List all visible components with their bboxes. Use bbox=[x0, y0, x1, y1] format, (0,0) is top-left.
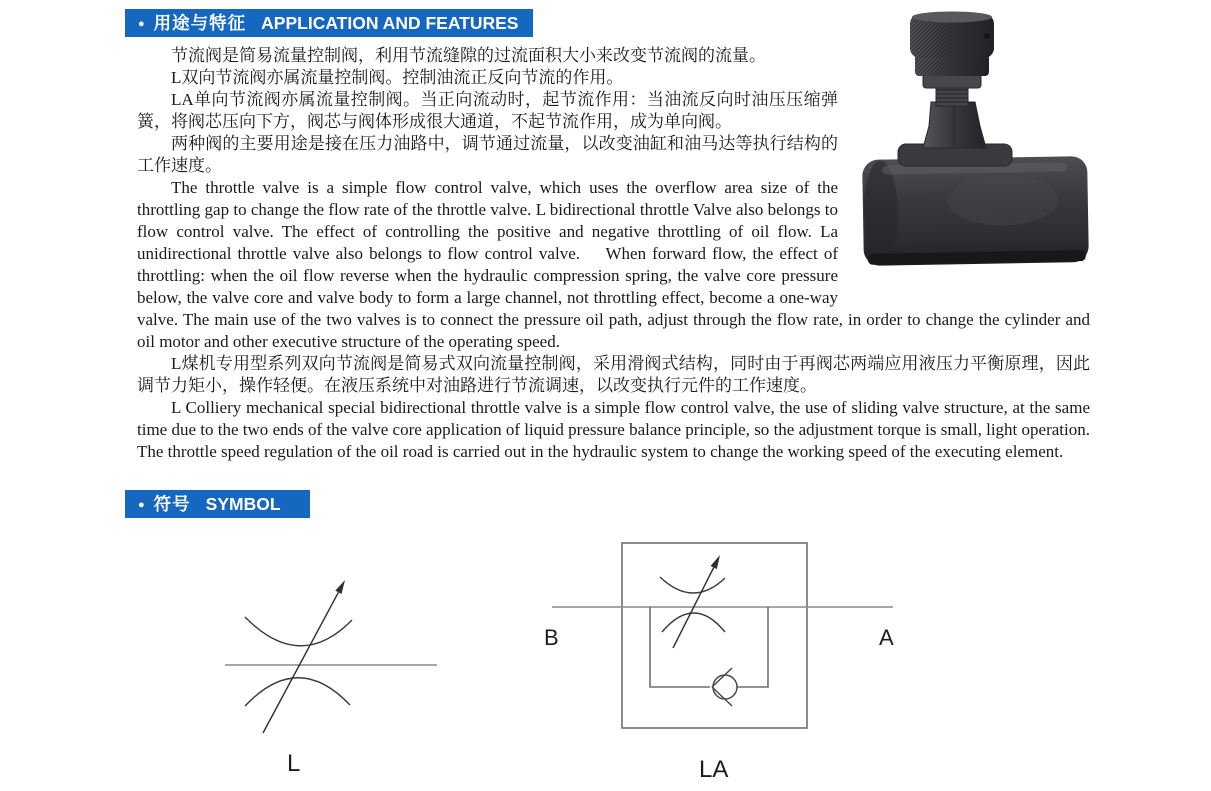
application-title-en: APPLICATION AND FEATURES bbox=[261, 13, 519, 33]
symbol-title-en: SYMBOL bbox=[205, 494, 281, 514]
valve-washer bbox=[923, 74, 981, 88]
section-header-application bbox=[125, 9, 533, 37]
section-header-symbol bbox=[125, 490, 310, 518]
hydraulic-symbols bbox=[0, 530, 1211, 791]
throttle-arc-lower bbox=[245, 678, 350, 706]
paragraph-cn-colliery: L煤机专用型系列双向节流阀是简易式双向流量控制阀，采用滑阀式结构，同时由于再阀芯两端应用液压力平衡原理，因此调节力矩小，操作轻便。在液压系统中对油路进行节流调速，以改变执行元件的工作速度。 bbox=[137, 354, 1090, 395]
la-valve-label: LA bbox=[699, 756, 729, 783]
knurled-adjustment-knob bbox=[910, 12, 994, 59]
symbol-title-cn: 符号 bbox=[153, 494, 191, 514]
valve-body-barrel bbox=[862, 156, 1089, 266]
bypass-line bbox=[650, 607, 768, 687]
throttle-arc-upper bbox=[245, 617, 352, 646]
valve-hex-neck bbox=[923, 102, 986, 148]
paragraph-cn-intro: 节流阀是简易流量控制阀，利用节流缝隙的过流面积大小来改变节流阀的流量。 bbox=[171, 46, 766, 65]
paragraph-cn-usage: 两种阀的主要用途是接在压力油路中，调节通过流量，以改变油缸和油马达等执行结构的工作速度。 bbox=[137, 134, 838, 175]
bullet-icon: ● bbox=[138, 18, 145, 30]
valve-threaded-stem bbox=[936, 86, 968, 106]
adjustment-arrow bbox=[673, 555, 720, 648]
paragraph-en-colliery: L Colliery mechanical special bidirectional throttle valve is a simple flow control valve, the use of sliding valve structure, at the same time due to the two ends of the valve core application of liquid pressure balance principle, so the adjustment torque is small, light operation. The throttle speed regulation of the oil road is carried out in the hydraulic system to change the working speed of the executing element. bbox=[137, 398, 1090, 461]
paragraph-cn-l-valve: L双向节流阀亦属流量控制阀。控制油流正反向节流的作用。 bbox=[171, 68, 624, 87]
port-a-label: A bbox=[879, 625, 894, 650]
port-b-label: B bbox=[544, 625, 559, 650]
l-valve-symbol bbox=[225, 580, 437, 777]
adjustment-arrow bbox=[263, 580, 345, 733]
la-valve-symbol bbox=[544, 543, 894, 783]
paragraph-en-description: The throttle valve is a simple flow control valve, which uses the overflow area size of the throttling gap to change the flow rate of the throttle valve. L bidirectional throttle Valve also belongs to flow control valve. The effect of controlling the positive and negative throttling of oil flow. La unidirectional throttle valve also belongs to flow control valve. When forward flow, the effect of throttling: when the oil flow reverse when the hydraulic compression spring, the valve core pressure below, the valve core and valve body to form a large channel, not throttling effect, become a one-way valve. The main use of the two valves is to connect the pressure oil path, adjust through the flow rate, in order to change the cylinder and oil motor and other executive structure of the operating speed. bbox=[137, 178, 1090, 351]
throttle-arc-upper bbox=[660, 577, 725, 593]
bullet-icon: ● bbox=[138, 499, 145, 511]
application-title-cn: 用途与特征 bbox=[153, 13, 247, 33]
check-valve bbox=[712, 668, 737, 706]
throttle-arc-lower bbox=[662, 613, 725, 632]
throttle-valve-product-photo bbox=[853, 6, 1103, 288]
l-valve-label: L bbox=[287, 750, 301, 777]
paragraph-cn-la-valve: LA单向节流阀亦属流量控制阀。当正向流动时，起节流作用：当油流反向时油压压缩弹簧，将阀芯压向下方，阀芯与阀体形成很大通道，不起节流作用，成为单向阀。 bbox=[137, 90, 838, 131]
